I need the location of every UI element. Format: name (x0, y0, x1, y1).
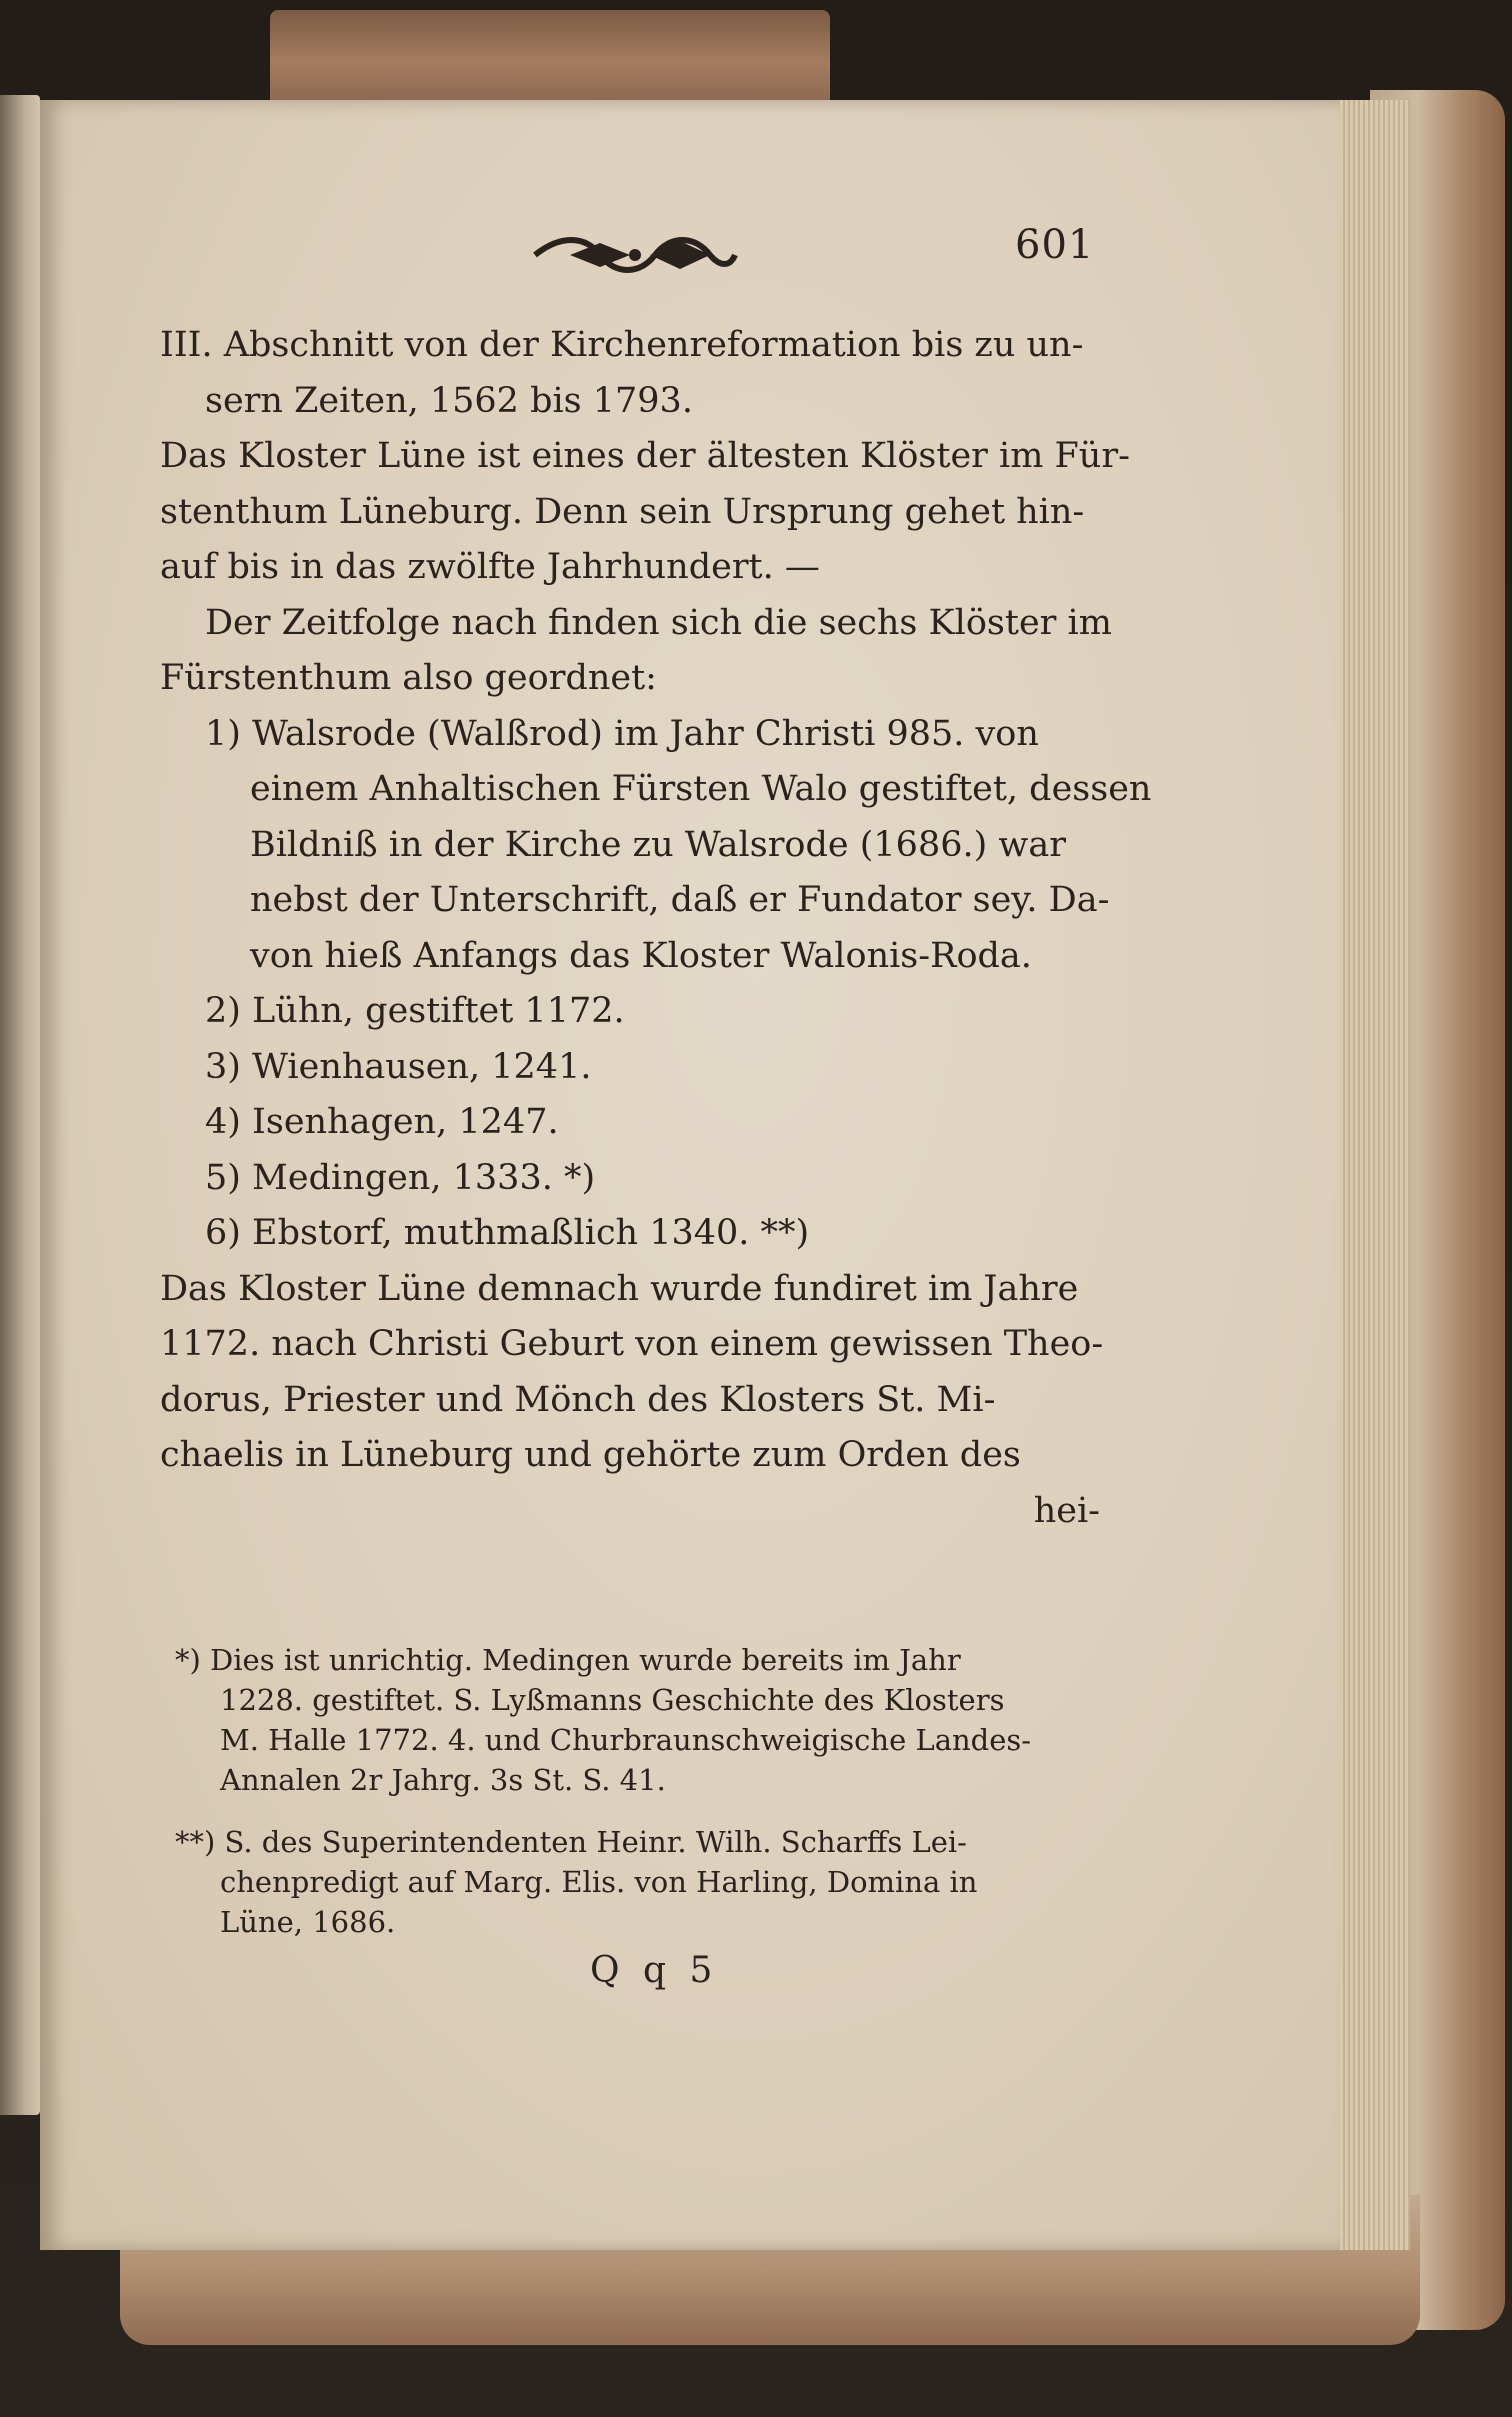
catchword: hei- (1033, 1490, 1100, 1531)
footnote-line: **) S. des Superintendenten Heinr. Wilh. Scharffs Lei- (175, 1825, 967, 1859)
footnote-line: *) Dies ist unrichtig. Medingen wurde bereits im Jahr (175, 1643, 961, 1677)
closing-line: 1172. nach Christi Geburt von einem gewissen Theo- (160, 1324, 1104, 1364)
page-number: 601 (1015, 222, 1095, 268)
closing-line: Das Kloster Lüne demnach wurde fundiret im Jahre (160, 1268, 1079, 1309)
intro-line: stenthum Lüneburg. Denn sein Ursprung gehet hin- (160, 491, 1085, 532)
book-spine-top (270, 10, 830, 105)
order-intro-line: Der Zeitfolge nach finden sich die sechs Klöster im (205, 602, 1112, 643)
intro-line: auf bis in das zwölfte Jahrhundert. — (160, 547, 820, 587)
footnote-line: Lüne, 1686. (220, 1905, 396, 1939)
footnotes (175, 1640, 1105, 1942)
footnote-gap (175, 1800, 1105, 1822)
header-ornament-icon (530, 225, 740, 285)
footnote-line: chenpredigt auf Marg. Elis. von Harling, Domina in (220, 1865, 978, 1899)
left-page-edge (0, 95, 40, 2115)
list-item: 4) Isenhagen, 1247. (205, 1102, 559, 1142)
list-item-line: nebst der Unterschrift, daß er Fundator sey. Da- (250, 880, 1110, 920)
signature-mark: Q q 5 (590, 1950, 719, 1991)
page-stack-edge (1330, 100, 1410, 2250)
main-text (160, 318, 1152, 1539)
list-item-line: einem Anhaltischen Fürsten Walo gestiftet, dessen (250, 769, 1152, 809)
footnote-line: Annalen 2r Jahrg. 3s St. S. 41. (220, 1763, 666, 1797)
list-item-line: von hieß Anfangs das Kloster Walonis-Roda. (250, 935, 1032, 976)
list-item: 5) Medingen, 1333. *) (205, 1157, 596, 1198)
list-item: 2) Lühn, gestiftet 1172. (205, 991, 625, 1031)
list-item-line: Bildniß in der Kirche zu Walsrode (1686.) war (250, 824, 1066, 865)
footnote-line: M. Halle 1772. 4. und Churbraunschweigische Landes- (220, 1723, 1032, 1757)
closing-line: dorus, Priester und Mönch des Klosters St. Mi- (160, 1379, 996, 1420)
list-item: 3) Wienhausen, 1241. (205, 1046, 592, 1087)
intro-line: Das Kloster Lüne ist eines der ältesten Klöster im Für- (160, 436, 1130, 476)
list-item: 6) Ebstorf, muthmaßlich 1340. **) (205, 1213, 810, 1253)
footnote-line: 1228. gestiftet. S. Lyßmanns Geschichte des Klosters (220, 1683, 1005, 1717)
list-item-line: 1) Walsrode (Walßrod) im Jahr Christi 985. von (205, 713, 1039, 754)
order-intro-line: Fürstenthum also geordnet: (160, 658, 657, 698)
heading-line: sern Zeiten, 1562 bis 1793. (205, 380, 693, 421)
heading-line: III. Abschnitt von der Kirchenreformation bis zu un- (160, 325, 1084, 365)
closing-line: chaelis in Lüneburg und gehörte zum Orden des (160, 1435, 1021, 1475)
